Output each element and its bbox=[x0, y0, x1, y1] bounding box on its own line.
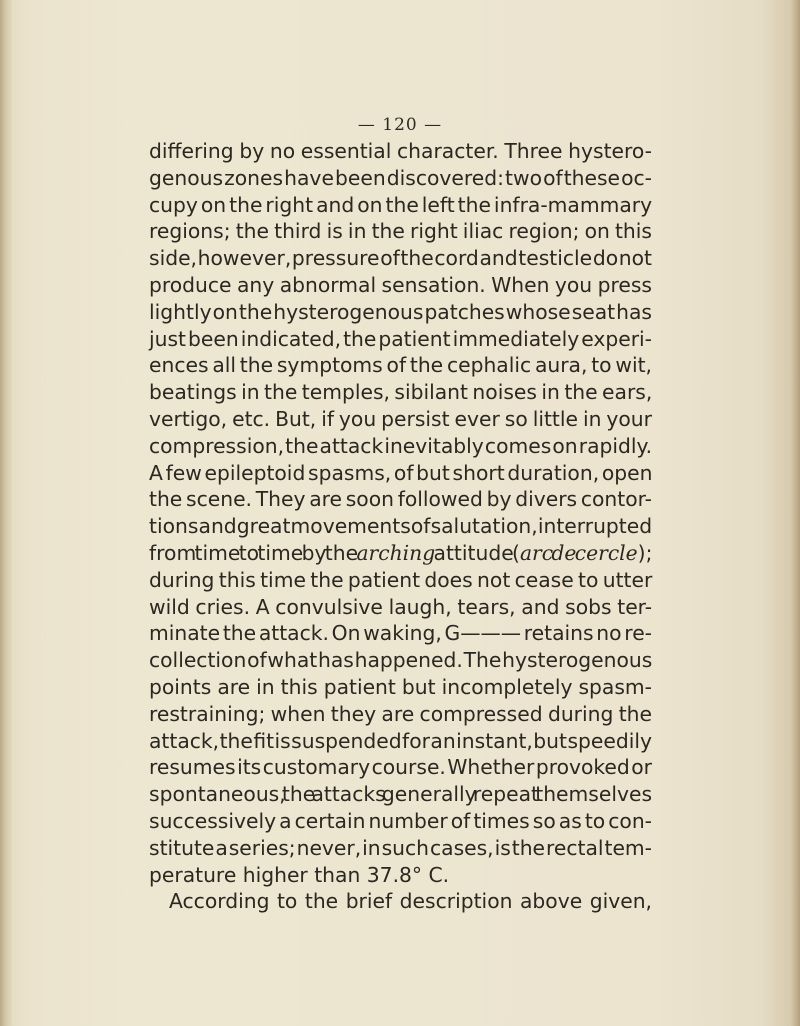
text-line: successively a certain number of times so as to con- bbox=[149, 808, 652, 833]
text-line: beatings in the temples, sibilant noises in the ears, bbox=[149, 380, 653, 405]
text-line: minate the attack. On waking, G——— retains no re- bbox=[149, 621, 652, 646]
italic-term-arc-de-cercle: arc de cercle bbox=[519, 540, 638, 565]
italic-term-arching: arching bbox=[356, 540, 436, 565]
text-line: spontaneous, the attacks generally repeat themselves bbox=[149, 782, 653, 807]
text-line: vertigo, etc. But, if you persist ever so little in your bbox=[149, 406, 652, 431]
text-line: regions; the third is in the right iliac region; on this bbox=[149, 219, 652, 244]
text-segment: attitude ( bbox=[435, 540, 520, 565]
paragraph-start-line: According to the brief description above given, bbox=[169, 889, 652, 914]
page-gutter bbox=[0, 0, 12, 1026]
text-line: differing by no essential character. Three hystero- bbox=[149, 139, 652, 163]
text-line: attack, the fit is suspended for an instant, but speedily bbox=[149, 728, 652, 753]
text-line-with-italics bbox=[149, 540, 652, 567]
text-line: lightly on the hysterogenous patches whose seat has bbox=[149, 299, 652, 324]
text-line: ences all the symptoms of the cephalic aura, to wit, bbox=[149, 353, 652, 378]
body-text bbox=[149, 138, 652, 915]
page-number: — 120 — bbox=[357, 115, 443, 135]
text-line: just been indicated, the patient immediately experi- bbox=[149, 326, 652, 351]
text-line: A few epileptoid spasms, of but short duration, open bbox=[149, 460, 653, 485]
text-line: genous zones have been discovered: two of these oc- bbox=[149, 165, 652, 190]
text-line: resumes its customary course. Whether provoked or bbox=[149, 755, 652, 780]
text-segment: ); bbox=[637, 540, 653, 565]
text-line: compression, the attack inevitably comes on rapidly. bbox=[149, 433, 653, 458]
text-line: points are in this patient but incompletely spasm- bbox=[149, 674, 652, 699]
text-segment: from time to time by the bbox=[149, 540, 357, 565]
text-line: produce any abnormal sensation. When you press bbox=[149, 272, 652, 297]
text-line: cupy on the right and on the left the infra-mammary bbox=[149, 192, 653, 217]
text-line: tions and great movements of salutation, interrupted bbox=[149, 514, 653, 539]
text-line: wild cries. A convulsive laugh, tears, and sobs ter- bbox=[149, 594, 653, 619]
text-line: during this time the patient does not cease to utter bbox=[149, 567, 653, 592]
text-line: stitute a series; never, in such cases, is the rectal tem- bbox=[149, 835, 652, 860]
text-line: restraining; when they are compressed during the bbox=[149, 701, 652, 726]
text-line: side, however, pressure of the cord and testicle do not bbox=[149, 246, 652, 271]
paragraph-end-line: perature higher than 37.8° C. bbox=[149, 862, 450, 887]
page-edge bbox=[790, 0, 800, 1026]
text-line: collection of what has happened. The hysterogenous bbox=[149, 648, 653, 673]
text-line: the scene. They are soon followed by divers contor- bbox=[149, 487, 652, 512]
